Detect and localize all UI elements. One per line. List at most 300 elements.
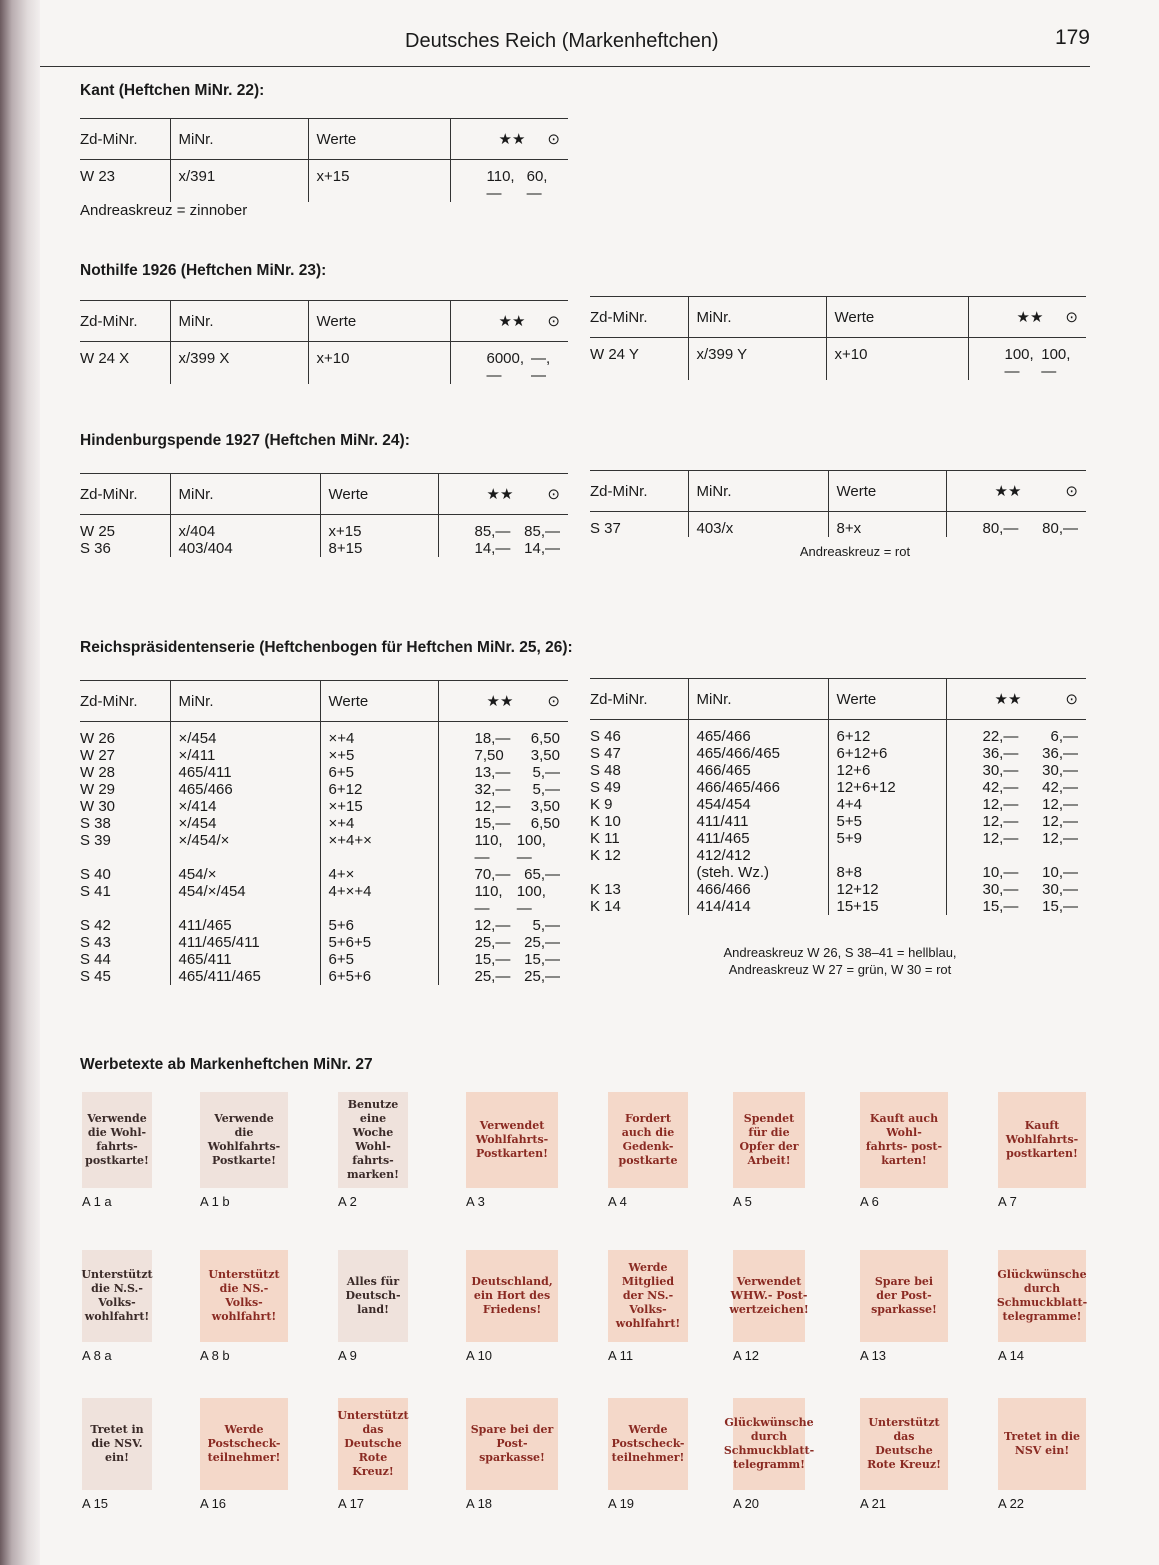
ad-text-stamp: Spare bei der Post- sparkasse! — [860, 1250, 948, 1342]
cell-minr: 411/465/411 — [170, 934, 320, 951]
cell-werte: 8+8 — [828, 864, 946, 881]
cell-werte: 5+6+5 — [320, 934, 438, 951]
ad-label: A 8 a — [82, 1348, 112, 1363]
ad-label: A 14 — [998, 1348, 1025, 1363]
ad-label: A 13 — [860, 1348, 887, 1363]
cell-mint: 12,— — [982, 830, 1019, 847]
ad-text-stamp: Benutze eine Woche Wohl- fahrts- marken! — [338, 1092, 408, 1188]
table-row — [80, 951, 568, 968]
cell-prices — [438, 934, 568, 951]
cell-werte: x+15 — [308, 160, 450, 203]
cell-werte — [828, 847, 946, 864]
ad-label: A 17 — [338, 1496, 365, 1511]
table-row — [80, 968, 568, 985]
col-minr: MiNr. — [170, 681, 320, 722]
cell-mint: 13,— — [474, 764, 511, 781]
cell-mint: 6000,— — [486, 350, 525, 384]
cell-zd: S 44 — [80, 951, 111, 968]
cell-mint: 42,— — [982, 779, 1019, 796]
cell-werte: 12+6+12 — [828, 779, 946, 796]
cell-prices — [946, 762, 1086, 779]
col-used: ⊙ — [547, 486, 560, 503]
page-header — [40, 22, 1090, 67]
cell-minr: x/399 Y — [688, 338, 826, 381]
table-row — [590, 338, 1086, 381]
cell-zd: W 30 — [80, 798, 116, 815]
col-zd: Zd-MiNr. — [80, 681, 170, 722]
cell-used: 85,— — [524, 523, 560, 540]
cell-werte: 12+12 — [828, 881, 946, 898]
cell-minr: 403/404 — [170, 540, 320, 557]
cell-zd: S 42 — [80, 917, 111, 934]
cell-mint: 25,— — [474, 968, 511, 985]
col-prices — [438, 474, 568, 515]
table-hind-left — [80, 473, 568, 557]
cell-mint: 85,— — [474, 523, 511, 540]
table-row — [80, 798, 568, 815]
cell-minr: 466/465 — [688, 762, 828, 779]
table-header — [590, 297, 1086, 338]
ad-text-stamp: Alles für Deutsch- land! — [338, 1250, 408, 1342]
cell-used: 65,— — [524, 866, 560, 883]
note-reich-2: Andreaskreuz W 27 = grün, W 30 = rot — [728, 962, 952, 977]
cell-used: 25,— — [524, 968, 560, 985]
cell-prices — [438, 883, 568, 917]
cell-prices — [438, 866, 568, 883]
cell-prices — [438, 781, 568, 798]
cell-prices — [438, 968, 568, 985]
cell-minr: 465/466 — [170, 781, 320, 798]
cell-prices — [946, 796, 1086, 813]
cell-prices — [438, 540, 568, 557]
table-row — [590, 796, 1086, 813]
cell-used: 80,— — [1042, 520, 1078, 537]
cell-mint: 100,— — [1004, 346, 1034, 380]
cell-prices — [946, 512, 1086, 538]
ad-text-stamp: Werde Postscheck- teilnehmer! — [608, 1398, 688, 1490]
note-reich-1: Andreaskreuz W 26, S 38–41 = hellblau, — [723, 945, 957, 960]
col-werte: Werte — [308, 301, 450, 342]
cell-prices — [438, 917, 568, 934]
page-title: Deutsches Reich (Markenheftchen) — [405, 30, 719, 52]
ad-text-stamp: Fordert auch die Gedenk- postkarte — [608, 1092, 688, 1188]
cell-zd: S 40 — [80, 866, 111, 883]
cell-zd: S 41 — [80, 883, 111, 900]
table-row — [80, 866, 568, 883]
cell-werte: ×+4+× — [320, 832, 438, 866]
cell-mint: 110,— — [474, 883, 503, 917]
col-minr: MiNr. — [170, 119, 308, 160]
cell-mint: 15,— — [474, 815, 511, 832]
section-title-reichspraesident: Reichspräsidentenserie (Heftchenbogen für Heftchen MiNr. 25, 26): — [80, 639, 573, 656]
table-row — [590, 847, 1086, 864]
ad-text-stamp: Spare bei der Post- sparkasse! — [466, 1398, 558, 1490]
ad-text-stamp: Tretet in die NSV. ein! — [82, 1398, 152, 1490]
cell-used: 6,50 — [530, 815, 560, 832]
cell-prices — [438, 747, 568, 764]
cell-prices — [946, 898, 1086, 915]
cell-used: 60,— — [526, 168, 548, 202]
table-row — [80, 917, 568, 934]
cell-used: 14,— — [524, 540, 560, 557]
cell-prices — [968, 338, 1086, 381]
col-zd: Zd-MiNr. — [80, 119, 170, 160]
col-minr: MiNr. — [170, 301, 308, 342]
cell-minr: 454/× — [170, 866, 320, 883]
cell-mint: 7,50 — [474, 747, 504, 764]
cell-zd — [590, 864, 688, 881]
table-row — [80, 515, 568, 541]
section-title-hindenburg: Hindenburgspende 1927 (Heftchen MiNr. 24): — [80, 432, 410, 449]
cell-minr: ×/411 — [170, 747, 320, 764]
cell-used: 10,— — [1042, 864, 1078, 881]
cell-zd: W 29 — [80, 781, 116, 798]
ad-label: A 12 — [733, 1348, 760, 1363]
cell-zd: K 10 — [590, 813, 621, 830]
cell-used: 25,— — [524, 934, 560, 951]
col-zd: Zd-MiNr. — [80, 474, 170, 515]
col-werte: Werte — [320, 681, 438, 722]
cell-mint: 15,— — [474, 951, 511, 968]
cell-zd: S 37 — [590, 520, 621, 537]
ad-text-stamp: Tretet in die NSV ein! — [998, 1398, 1086, 1490]
cell-zd: W 24 X — [80, 350, 130, 367]
cell-minr: 411/465 — [688, 830, 828, 847]
cell-prices — [946, 830, 1086, 847]
cell-prices — [438, 798, 568, 815]
col-mint: ★★ — [486, 693, 514, 710]
ad-text-stamp: Verwendet Wohlfahrts- Postkarten! — [466, 1092, 558, 1188]
cell-zd: W 25 — [80, 523, 116, 540]
cell-prices — [450, 160, 568, 203]
cell-werte: ×+4 — [320, 722, 438, 748]
ad-text-stamp: Werde Postscheck- teilnehmer! — [200, 1398, 288, 1490]
ad-text-stamp: Unterstützt die NS.-Volks- wohlfahrt! — [200, 1250, 288, 1342]
ad-text-stamp: Verwende die Wohlfahrts- Postkarte! — [200, 1092, 288, 1188]
cell-werte: 8+15 — [320, 540, 438, 557]
table-row — [80, 722, 568, 748]
ad-text-stamp: Deutschland, ein Hort des Friedens! — [466, 1250, 558, 1342]
cell-werte: 4+×+4 — [320, 883, 438, 917]
cell-minr: 465/411 — [170, 764, 320, 781]
cell-mint: 70,— — [474, 866, 511, 883]
table-row — [590, 745, 1086, 762]
cell-zd: S 47 — [590, 745, 621, 762]
ad-label: A 22 — [998, 1496, 1025, 1511]
cell-minr: (steh. Wz.) — [688, 864, 828, 881]
ad-text-stamp: Unterstützt die N.S.-Volks- wohlfahrt! — [82, 1250, 152, 1342]
cell-zd: K 9 — [590, 796, 613, 813]
note-hind: Andreaskreuz = rot — [799, 544, 911, 559]
cell-minr: 466/466 — [688, 881, 828, 898]
cell-zd: W 28 — [80, 764, 116, 781]
table-header — [80, 474, 568, 515]
ad-label: A 6 — [860, 1194, 879, 1209]
col-werte: Werte — [826, 297, 968, 338]
cell-werte: 15+15 — [828, 898, 946, 915]
cell-zd: S 48 — [590, 762, 621, 779]
ad-text-stamp: Verwende die Wohl- fahrts- postkarte! — [82, 1092, 152, 1188]
cell-minr: 465/411/465 — [170, 968, 320, 985]
table-row — [80, 815, 568, 832]
cell-prices — [450, 342, 568, 385]
table-row — [80, 883, 568, 917]
col-werte: Werte — [308, 119, 450, 160]
col-prices — [450, 119, 568, 160]
book-spine — [0, 0, 40, 1565]
cell-minr: 412/412 — [688, 847, 828, 864]
col-werte: Werte — [828, 471, 946, 512]
col-werte: Werte — [828, 679, 946, 720]
cell-zd: S 39 — [80, 832, 111, 849]
ad-label: A 19 — [608, 1496, 635, 1511]
ad-text-stamp: Kauft auch Wohl- fahrts- post- karten! — [860, 1092, 948, 1188]
ad-label: A 18 — [466, 1496, 493, 1511]
cell-werte: 5+5 — [828, 813, 946, 830]
col-zd: Zd-MiNr. — [590, 679, 688, 720]
ad-text-stamp: Verwendet WHW.- Post- wertzeichen! — [733, 1250, 805, 1342]
ad-label: A 10 — [466, 1348, 493, 1363]
cell-minr: 465/411 — [170, 951, 320, 968]
cell-minr: 454/×/454 — [170, 883, 320, 917]
ad-label: A 20 — [733, 1496, 760, 1511]
table-nothilfe-left — [80, 300, 568, 384]
cell-zd: K 14 — [590, 898, 621, 915]
cell-zd: W 27 — [80, 747, 116, 764]
col-mint: ★★ — [994, 691, 1022, 708]
ad-text-stamp: Glückwünsche durch Schmuckblatt- telegramm! — [733, 1398, 805, 1490]
cell-prices — [438, 815, 568, 832]
cell-minr: ×/454 — [170, 722, 320, 748]
cell-prices — [438, 515, 568, 541]
cell-minr: ×/414 — [170, 798, 320, 815]
ad-label: A 4 — [608, 1194, 627, 1209]
cell-zd: K 12 — [590, 847, 621, 864]
cell-zd: S 38 — [80, 815, 111, 832]
cell-prices — [946, 881, 1086, 898]
cell-zd: K 11 — [590, 830, 620, 847]
ad-label: A 2 — [338, 1194, 357, 1209]
table-header — [590, 679, 1086, 720]
ad-label: A 7 — [998, 1194, 1017, 1209]
cell-prices — [946, 720, 1086, 746]
cell-minr: 411/411 — [688, 813, 828, 830]
cell-used: 12,— — [1042, 830, 1078, 847]
cell-minr: ×/454 — [170, 815, 320, 832]
section-title-nothilfe: Nothilfe 1926 (Heftchen MiNr. 23): — [80, 262, 327, 279]
cell-prices — [946, 813, 1086, 830]
col-zd: Zd-MiNr. — [590, 297, 688, 338]
ad-label: A 11 — [608, 1348, 634, 1363]
cell-werte: 6+12+6 — [828, 745, 946, 762]
col-mint: ★★ — [994, 483, 1022, 500]
cell-minr: 466/465/466 — [688, 779, 828, 796]
col-used: ⊙ — [1065, 691, 1078, 708]
ad-text-stamp: Kauft Wohlfahrts- postkarten! — [998, 1092, 1086, 1188]
col-zd: Zd-MiNr. — [80, 301, 170, 342]
col-used: ⊙ — [1065, 309, 1078, 326]
cell-used: 12,— — [1042, 813, 1078, 830]
col-used: ⊙ — [547, 313, 560, 330]
col-minr: MiNr. — [170, 474, 320, 515]
cell-minr: x/391 — [170, 160, 308, 203]
cell-used: 30,— — [1042, 881, 1078, 898]
cell-used: 30,— — [1042, 762, 1078, 779]
ad-label: A 3 — [466, 1194, 485, 1209]
cell-minr: x/399 X — [170, 342, 308, 385]
cell-zd: K 13 — [590, 881, 621, 898]
table-row — [80, 747, 568, 764]
ad-label: A 8 b — [200, 1348, 230, 1363]
cell-mint: 110,— — [474, 832, 503, 866]
col-used: ⊙ — [547, 131, 560, 148]
cell-used: 5,— — [532, 917, 560, 934]
ad-text-stamp: Werde Mitglied der NS.-Volks- wohlfahrt! — [608, 1250, 688, 1342]
cell-werte: 6+5+6 — [320, 968, 438, 985]
cell-mint: 110,— — [486, 168, 515, 202]
cell-prices — [946, 779, 1086, 796]
col-werte: Werte — [320, 474, 438, 515]
cell-werte: 6+12 — [320, 781, 438, 798]
ad-label: A 9 — [338, 1348, 357, 1363]
cell-prices — [438, 832, 568, 866]
cell-mint: 36,— — [982, 745, 1019, 762]
table-row — [590, 720, 1086, 746]
section-title-kant: Kant (Heftchen MiNr. 22): — [80, 82, 265, 99]
section-title-werbetexte: Werbetexte ab Markenheftchen MiNr. 27 — [80, 1056, 373, 1073]
cell-minr: x/404 — [170, 515, 320, 541]
cell-minr: ×/454/× — [170, 832, 320, 866]
ad-label: A 15 — [82, 1496, 109, 1511]
ad-text-stamp: Spendet für die Opfer der Arbeit! — [733, 1092, 805, 1188]
cell-used: 36,— — [1042, 745, 1078, 762]
ad-label: A 16 — [200, 1496, 227, 1511]
col-zd: Zd-MiNr. — [590, 471, 688, 512]
cell-mint: 25,— — [474, 934, 511, 951]
cell-mint: 12,— — [982, 813, 1019, 830]
cell-werte: 5+9 — [828, 830, 946, 847]
table-header — [80, 119, 568, 160]
table-row — [590, 864, 1086, 881]
cell-zd: S 36 — [80, 540, 111, 557]
table-row — [590, 779, 1086, 796]
cell-minr: 411/465 — [170, 917, 320, 934]
cell-minr: 414/414 — [688, 898, 828, 915]
cell-used: 42,— — [1042, 779, 1078, 796]
ad-text-stamp: Unterstützt das Deutsche Rote Kreuz! — [860, 1398, 948, 1490]
cell-mint: 15,— — [982, 898, 1019, 915]
col-minr: MiNr. — [688, 297, 826, 338]
cell-used: 6,— — [1050, 728, 1078, 745]
ad-label: A 1 b — [200, 1194, 230, 1209]
ad-label: A 21 — [860, 1496, 887, 1511]
cell-werte: 8+x — [828, 512, 946, 538]
table-hind-right — [590, 470, 1086, 537]
cell-werte: 5+6 — [320, 917, 438, 934]
table-header — [80, 681, 568, 722]
table-row — [80, 934, 568, 951]
cell-used: 100,— — [516, 832, 546, 866]
cell-used: 15,— — [1042, 898, 1078, 915]
cell-werte: x+10 — [826, 338, 968, 381]
cell-werte: 12+6 — [828, 762, 946, 779]
cell-used: 100,— — [1041, 346, 1071, 380]
page-number: 179 — [1054, 26, 1090, 49]
col-minr: MiNr. — [688, 679, 828, 720]
cell-minr: 465/466/465 — [688, 745, 828, 762]
col-mint: ★★ — [498, 313, 526, 330]
cell-prices — [946, 864, 1086, 881]
cell-werte: 6+12 — [828, 720, 946, 746]
cell-used: 3,50 — [530, 747, 560, 764]
cell-used: 3,50 — [530, 798, 560, 815]
cell-zd: S 45 — [80, 968, 111, 985]
table-row — [590, 898, 1086, 915]
table-header — [590, 471, 1086, 512]
table-reich-right — [590, 678, 1086, 915]
cell-werte: ×+15 — [320, 798, 438, 815]
ad-text-stamp: Glückwünsche durch Schmuckblatt- telegramme! — [998, 1250, 1086, 1342]
table-row — [590, 813, 1086, 830]
col-used: ⊙ — [547, 693, 560, 710]
cell-zd: W 23 — [80, 168, 116, 185]
col-prices — [946, 471, 1086, 512]
col-mint: ★★ — [498, 131, 526, 148]
col-prices — [968, 297, 1086, 338]
table-reich-left — [80, 680, 568, 985]
cell-mint: 12,— — [982, 796, 1019, 813]
cell-werte: ×+4 — [320, 815, 438, 832]
col-prices — [946, 679, 1086, 720]
cell-mint: 18,— — [474, 730, 511, 747]
col-minr: MiNr. — [688, 471, 828, 512]
col-prices — [438, 681, 568, 722]
cell-zd: S 46 — [590, 728, 621, 745]
cell-mint: 30,— — [982, 762, 1019, 779]
cell-zd: S 43 — [80, 934, 111, 951]
col-mint: ★★ — [486, 486, 514, 503]
cell-werte: ×+5 — [320, 747, 438, 764]
table-nothilfe-right — [590, 296, 1086, 380]
cell-zd: S 49 — [590, 779, 621, 796]
cell-minr: 465/466 — [688, 720, 828, 746]
cell-mint: 14,— — [474, 540, 511, 557]
table-row — [590, 512, 1086, 538]
table-row — [80, 160, 568, 203]
col-prices — [450, 301, 568, 342]
ad-label: A 5 — [733, 1194, 752, 1209]
cell-minr: 403/x — [688, 512, 828, 538]
cell-werte: 4+4 — [828, 796, 946, 813]
cell-prices — [438, 951, 568, 968]
cell-mint: 10,— — [982, 864, 1019, 881]
ad-text-stamp: Unterstützt das Deutsche Rote Kreuz! — [338, 1398, 408, 1490]
cell-mint: 12,— — [474, 798, 511, 815]
table-row — [80, 832, 568, 866]
ad-label: A 1 a — [82, 1194, 112, 1209]
table-row — [590, 830, 1086, 847]
cell-mint: 32,— — [474, 781, 511, 798]
cell-mint: 22,— — [982, 728, 1019, 745]
cell-werte: x+10 — [308, 342, 450, 385]
cell-used: 6,50 — [530, 730, 560, 747]
cell-prices — [438, 764, 568, 781]
cell-used: 15,— — [524, 951, 560, 968]
cell-used: —,— — [531, 350, 551, 384]
cell-used: 5,— — [532, 781, 560, 798]
cell-prices — [946, 847, 1086, 864]
cell-werte: 6+5 — [320, 951, 438, 968]
